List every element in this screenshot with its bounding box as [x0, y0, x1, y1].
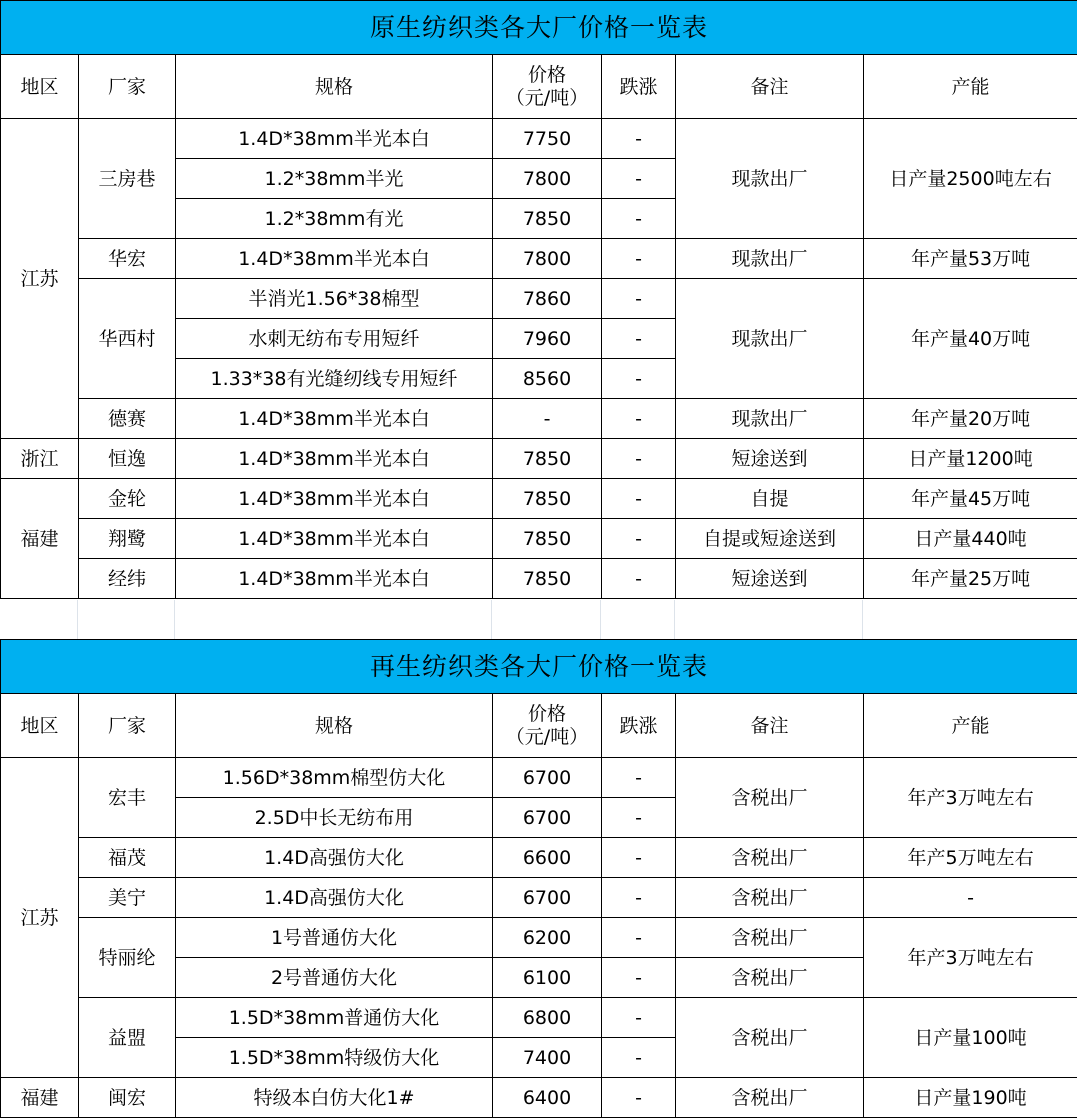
price-cell: 7750 [493, 119, 602, 159]
change-cell: - [602, 439, 676, 479]
capacity-cell: 日产量440吨 [864, 519, 1077, 559]
change-cell: - [602, 479, 676, 519]
recycled-textile-price-table [0, 639, 1077, 1118]
spec-cell: 1号普通仿大化 [176, 918, 493, 958]
table-row [1, 479, 1077, 519]
price-cell: 7850 [493, 519, 602, 559]
price-cell: 7850 [493, 479, 602, 519]
table-row [1, 439, 1077, 479]
change-cell: - [602, 1038, 676, 1078]
price-cell: 7850 [493, 439, 602, 479]
price-cell: 7850 [493, 199, 602, 239]
change-cell: - [602, 119, 676, 159]
change-cell: - [602, 559, 676, 599]
table-body [1, 119, 1077, 599]
note-cell: 含税出厂 [676, 878, 864, 918]
spec-cell: 1.4D*38mm半光本白 [176, 519, 493, 559]
capacity-cell: 日产量190吨 [864, 1078, 1077, 1118]
capacity-cell: 日产量100吨 [864, 998, 1077, 1078]
spec-cell: 1.56D*38mm棉型仿大化 [176, 758, 493, 798]
region-cell: 福建 [1, 1078, 79, 1118]
note-cell: 现款出厂 [676, 279, 864, 399]
header-price-label: 价格 [527, 702, 566, 725]
factory-cell: 华宏 [79, 239, 176, 279]
capacity-cell: 年产量40万吨 [864, 279, 1077, 399]
spec-cell: 1.2*38mm半光 [176, 159, 493, 199]
change-cell: - [602, 399, 676, 439]
spec-cell: 1.4D*38mm半光本白 [176, 479, 493, 519]
note-cell: 含税出厂 [676, 958, 864, 998]
factory-cell: 美宁 [79, 878, 176, 918]
change-cell: - [602, 878, 676, 918]
change-cell: - [602, 958, 676, 998]
note-cell: 现款出厂 [676, 399, 864, 439]
header-note: 备注 [676, 694, 864, 758]
header-capacity: 产能 [864, 694, 1077, 758]
price-cell: 6800 [493, 998, 602, 1038]
spec-cell: 1.2*38mm有光 [176, 199, 493, 239]
header-price-label: 价格 [527, 63, 566, 86]
header-note: 备注 [676, 55, 864, 119]
spec-cell: 半消光1.56*38棉型 [176, 279, 493, 319]
table-row [1, 838, 1077, 878]
change-cell: - [602, 798, 676, 838]
capacity-cell: 年产量20万吨 [864, 399, 1077, 439]
price-cell: 6100 [493, 958, 602, 998]
header-region: 地区 [1, 55, 79, 119]
factory-cell: 三房巷 [79, 119, 176, 239]
factory-cell: 华西村 [79, 279, 176, 399]
price-cell: 6700 [493, 798, 602, 838]
price-cell: 7850 [493, 559, 602, 599]
header-price-unit: （元/吨） [505, 725, 589, 748]
capacity-cell: 年产3万吨左右 [864, 758, 1077, 838]
change-cell: - [602, 758, 676, 798]
spec-cell: 2.5D中长无纺布用 [176, 798, 493, 838]
header-region: 地区 [1, 694, 79, 758]
factory-cell: 宏丰 [79, 758, 176, 838]
spec-cell: 1.4D*38mm半光本白 [176, 439, 493, 479]
table-title: 原生纺织类各大厂价格一览表 [1, 1, 1077, 55]
price-cell: 7860 [493, 279, 602, 319]
note-cell: 短途送到 [676, 559, 864, 599]
factory-cell: 金轮 [79, 479, 176, 519]
spec-cell: 水刺无纺布专用短纤 [176, 319, 493, 359]
spec-cell: 特级本白仿大化1# [176, 1078, 493, 1118]
price-cell: 6600 [493, 838, 602, 878]
note-cell: 含税出厂 [676, 758, 864, 838]
change-cell: - [602, 998, 676, 1038]
header-price [493, 694, 602, 758]
region-cell: 江苏 [1, 758, 79, 1078]
header-spec: 规格 [176, 694, 493, 758]
spec-cell: 1.4D*38mm半光本白 [176, 239, 493, 279]
capacity-cell: 年产3万吨左右 [864, 918, 1077, 998]
note-cell: 现款出厂 [676, 119, 864, 239]
note-cell: 短途送到 [676, 439, 864, 479]
header-change: 跌涨 [602, 694, 676, 758]
capacity-cell: 日产量1200吨 [864, 439, 1077, 479]
spec-cell: 1.5D*38mm特级仿大化 [176, 1038, 493, 1078]
factory-cell: 福茂 [79, 838, 176, 878]
spec-cell: 1.4D*38mm半光本白 [176, 119, 493, 159]
price-cell: - [493, 399, 602, 439]
price-cell: 7400 [493, 1038, 602, 1078]
table-row [1, 878, 1077, 918]
region-cell: 江苏 [1, 119, 79, 439]
note-cell: 含税出厂 [676, 1078, 864, 1118]
factory-cell: 德赛 [79, 399, 176, 439]
spec-cell: 2号普通仿大化 [176, 958, 493, 998]
note-cell: 自提或短途送到 [676, 519, 864, 559]
price-cell: 7960 [493, 319, 602, 359]
header-price-unit: （元/吨） [505, 86, 589, 109]
header-price [493, 55, 602, 119]
region-cell: 浙江 [1, 439, 79, 479]
factory-cell: 恒逸 [79, 439, 176, 479]
note-cell: 自提 [676, 479, 864, 519]
factory-cell: 经纬 [79, 559, 176, 599]
table-row [1, 998, 1077, 1038]
table-spacer [0, 600, 1077, 639]
change-cell: - [602, 1078, 676, 1118]
table-row [1, 1078, 1077, 1118]
price-cell: 7800 [493, 159, 602, 199]
header-factory: 厂家 [79, 694, 176, 758]
change-cell: - [602, 159, 676, 199]
factory-cell: 益盟 [79, 998, 176, 1078]
table-row [1, 519, 1077, 559]
table-row [1, 119, 1077, 159]
table-row [1, 559, 1077, 599]
capacity-cell: 年产量53万吨 [864, 239, 1077, 279]
note-cell: 现款出厂 [676, 239, 864, 279]
note-cell: 含税出厂 [676, 998, 864, 1078]
spec-cell: 1.5D*38mm普通仿大化 [176, 998, 493, 1038]
capacity-cell: 年产量45万吨 [864, 479, 1077, 519]
table-body [1, 758, 1077, 1118]
spec-cell: 1.33*38有光缝纫线专用短纤 [176, 359, 493, 399]
price-cell: 7800 [493, 239, 602, 279]
table-row [1, 279, 1077, 319]
spec-cell: 1.4D高强仿大化 [176, 838, 493, 878]
spec-cell: 1.4D*38mm半光本白 [176, 559, 493, 599]
table-row [1, 918, 1077, 958]
factory-cell: 翔鹭 [79, 519, 176, 559]
price-cell: 6200 [493, 918, 602, 958]
change-cell: - [602, 279, 676, 319]
capacity-cell: 年产量25万吨 [864, 559, 1077, 599]
change-cell: - [602, 239, 676, 279]
price-cell: 6700 [493, 758, 602, 798]
table-row [1, 239, 1077, 279]
capacity-cell: 年产5万吨左右 [864, 838, 1077, 878]
spec-cell: 1.4D高强仿大化 [176, 878, 493, 918]
change-cell: - [602, 319, 676, 359]
factory-cell: 特丽纶 [79, 918, 176, 998]
note-cell: 含税出厂 [676, 918, 864, 958]
price-cell: 8560 [493, 359, 602, 399]
price-cell: 6700 [493, 878, 602, 918]
spec-cell: 1.4D*38mm半光本白 [176, 399, 493, 439]
capacity-cell: 日产量2500吨左右 [864, 119, 1077, 239]
factory-cell: 闽宏 [79, 1078, 176, 1118]
table-row [1, 758, 1077, 798]
header-change: 跌涨 [602, 55, 676, 119]
price-cell: 6400 [493, 1078, 602, 1118]
change-cell: - [602, 359, 676, 399]
change-cell: - [602, 519, 676, 559]
region-cell: 福建 [1, 479, 79, 599]
header-spec: 规格 [176, 55, 493, 119]
header-capacity: 产能 [864, 55, 1077, 119]
change-cell: - [602, 199, 676, 239]
change-cell: - [602, 838, 676, 878]
capacity-cell: - [864, 878, 1077, 918]
header-factory: 厂家 [79, 55, 176, 119]
table-row [1, 399, 1077, 439]
note-cell: 含税出厂 [676, 838, 864, 878]
table-title: 再生纺织类各大厂价格一览表 [1, 640, 1077, 694]
change-cell: - [602, 918, 676, 958]
